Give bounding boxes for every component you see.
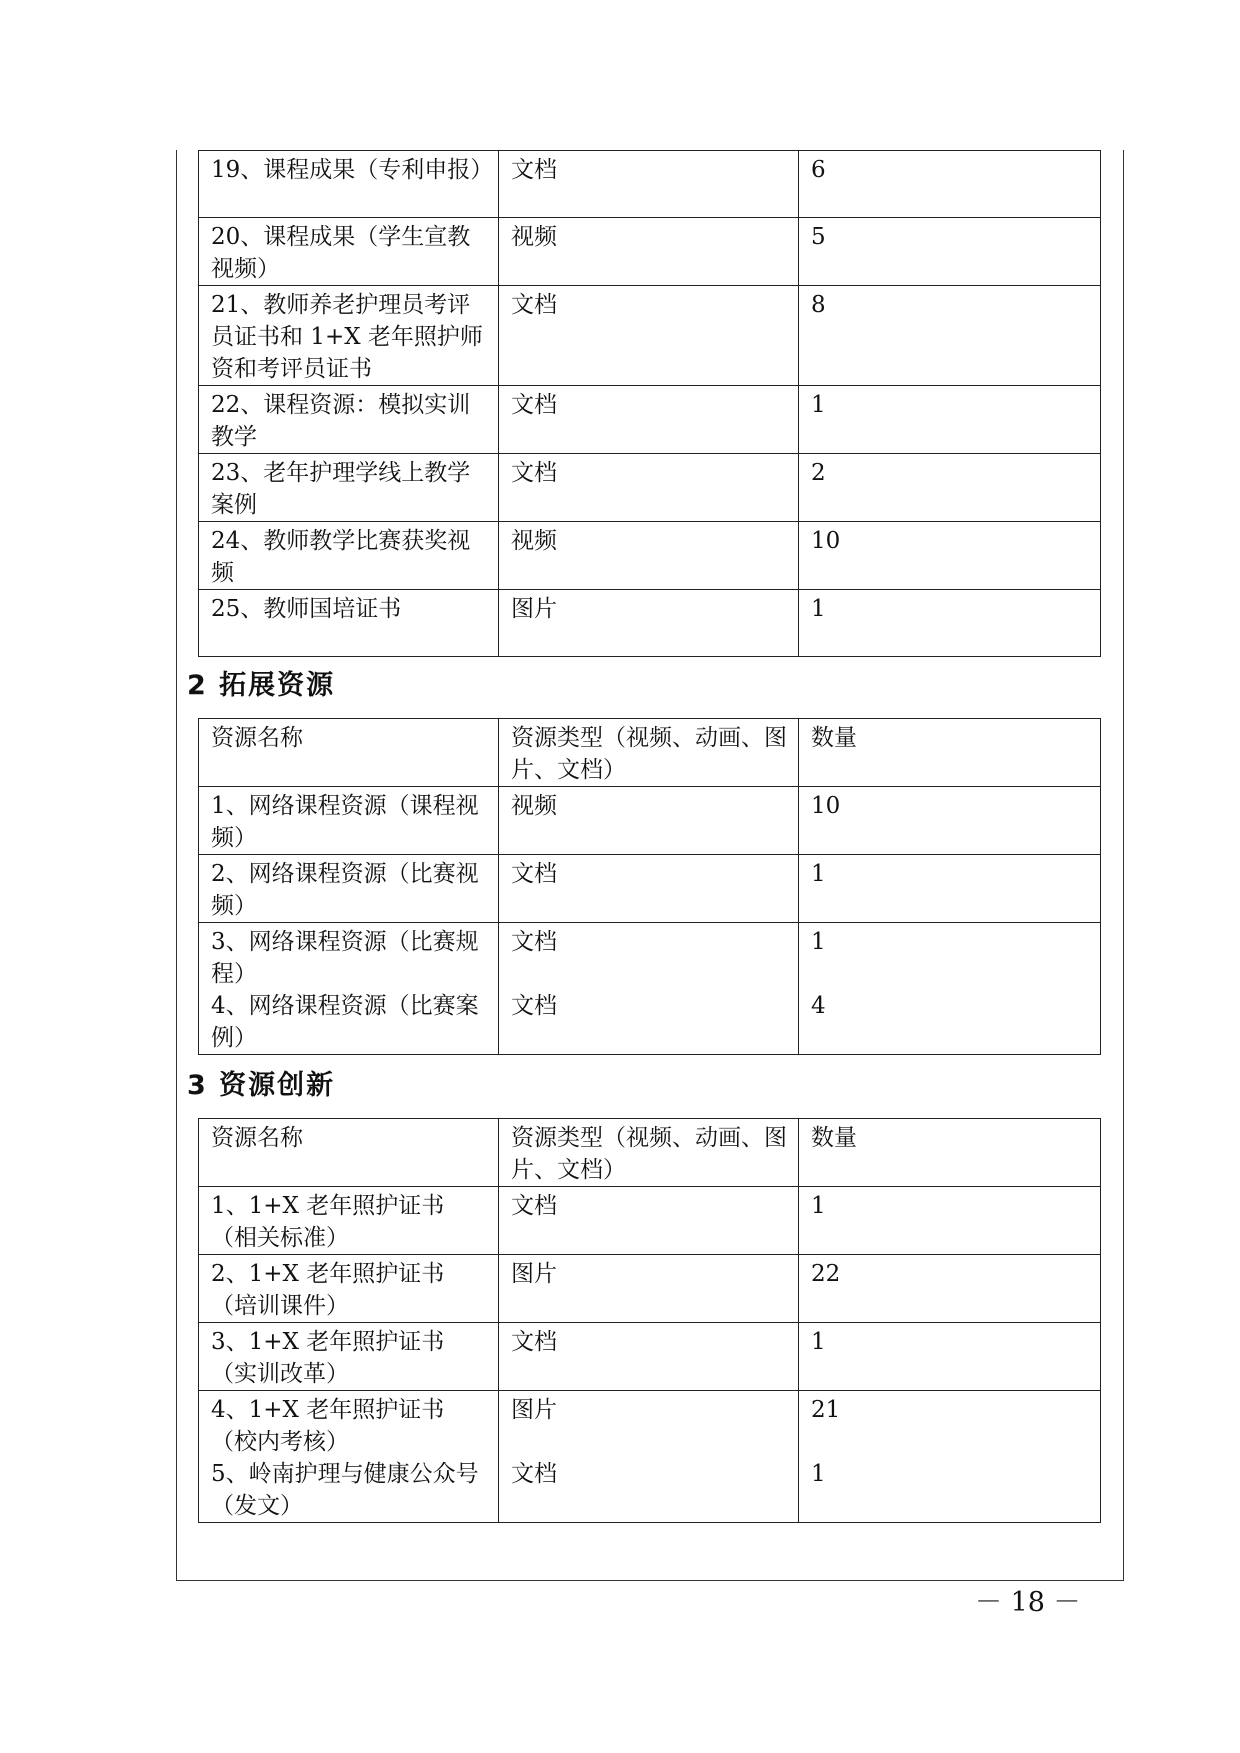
resource-name-cell: 2、网络课程资源（比赛视频）: [199, 855, 499, 923]
table-row: [199, 1391, 1101, 1523]
resource-qty-cell: 1: [799, 386, 1101, 454]
resource-qty-cell: 2: [799, 454, 1101, 522]
header-quantity: 数量: [799, 1119, 1101, 1187]
table-row: [199, 522, 1101, 590]
table-row: [199, 218, 1101, 286]
resource-name-cell: 20、课程成果（学生宣教视频）: [199, 218, 499, 286]
header-resource-name: 资源名称: [199, 719, 499, 787]
table-row: [199, 923, 1101, 1055]
table-header-row: [199, 719, 1101, 787]
resource-qty-cell: 10: [799, 787, 1101, 855]
page-number: － 18 －: [975, 1587, 1081, 1618]
resource-type-cell: [499, 1391, 799, 1523]
resource-name-cell: 1、1+X 老年照护证书（相关标准）: [199, 1187, 499, 1255]
table-header-row: [199, 1119, 1101, 1187]
resource-name-item: 3、网络课程资源（比赛规程）: [211, 929, 479, 987]
innovation-resource-table: [198, 1118, 1101, 1523]
resource-qty-cell: 10: [799, 522, 1101, 590]
resource-type-cell: 视频: [499, 522, 799, 590]
resource-name-cell: 22、课程资源：模拟实训教学: [199, 386, 499, 454]
resource-type-cell: 文档: [499, 386, 799, 454]
table-row: [199, 1187, 1101, 1255]
resource-qty-cell: 1: [799, 855, 1101, 923]
resource-name-cell: 25、教师国培证书: [199, 590, 499, 657]
resource-type-cell: 视频: [499, 218, 799, 286]
resource-type-cell: 文档: [499, 1323, 799, 1391]
resource-qty-cell: 1: [799, 590, 1101, 657]
resource-type-item: 图片: [511, 1397, 557, 1423]
resource-qty-item: 1: [811, 1461, 826, 1487]
resource-type-item: 文档: [511, 993, 557, 1019]
resource-name-cell: 23、老年护理学线上教学案例: [199, 454, 499, 522]
resource-type-item: 文档: [511, 929, 557, 955]
resource-type-cell: 视频: [499, 787, 799, 855]
resource-name-item: 5、岭南护理与健康公众号（发文）: [211, 1461, 479, 1519]
section-title-resource-innovation: 3 资源创新: [187, 1070, 336, 1101]
table-row: [199, 386, 1101, 454]
resource-name-cell: 21、教师养老护理员考评员证书和 1+X 老年照护师资和考评员证书: [199, 286, 499, 386]
resource-qty-cell: 1: [799, 1323, 1101, 1391]
resource-name-cell: 3、1+X 老年照护证书（实训改革）: [199, 1323, 499, 1391]
resource-name-item: 4、网络课程资源（比赛案例）: [211, 993, 479, 1051]
resource-name-cell: [199, 1391, 499, 1523]
resource-type-cell: 文档: [499, 454, 799, 522]
resource-name-cell: [199, 923, 499, 1055]
resource-qty-cell: 5: [799, 218, 1101, 286]
header-quantity: 数量: [799, 719, 1101, 787]
table-row: [199, 454, 1101, 522]
resource-qty-cell: 8: [799, 286, 1101, 386]
table-row: [199, 787, 1101, 855]
resource-type-cell: 图片: [499, 590, 799, 657]
resource-name-cell: 2、1+X 老年照护证书（培训课件）: [199, 1255, 499, 1323]
resource-type-cell: 文档: [499, 1187, 799, 1255]
resource-type-cell: 文档: [499, 286, 799, 386]
resource-name-cell: 1、网络课程资源（课程视频）: [199, 787, 499, 855]
table-row: [199, 1323, 1101, 1391]
extended-resource-table: [198, 718, 1101, 1055]
table-row: [199, 286, 1101, 386]
table-row: [199, 855, 1101, 923]
resource-qty-item: 1: [811, 929, 826, 955]
resource-qty-cell: 1: [799, 1187, 1101, 1255]
table-row: [199, 590, 1101, 657]
header-resource-type: 资源类型（视频、动画、图片、文档）: [499, 1119, 799, 1187]
resource-type-cell: 图片: [499, 1255, 799, 1323]
table-row: [199, 151, 1101, 218]
header-resource-type: 资源类型（视频、动画、图片、文档）: [499, 719, 799, 787]
header-resource-name: 资源名称: [199, 1119, 499, 1187]
resource-name-cell: 24、教师教学比赛获奖视频: [199, 522, 499, 590]
course-resource-table: [198, 150, 1101, 657]
resource-type-cell: 文档: [499, 855, 799, 923]
resource-qty-cell: [799, 1391, 1101, 1523]
resource-qty-cell: 22: [799, 1255, 1101, 1323]
resource-qty-item: 21: [811, 1397, 841, 1423]
resource-type-cell: 文档: [499, 151, 799, 218]
resource-qty-item: 4: [811, 993, 826, 1019]
table-row: [199, 1255, 1101, 1323]
resource-name-item: 4、1+X 老年照护证书（校内考核）: [211, 1397, 445, 1455]
resource-type-item: 文档: [511, 1461, 557, 1487]
section-title-extended-resources: 2 拓展资源: [187, 670, 336, 701]
resource-qty-cell: [799, 923, 1101, 1055]
resource-type-cell: [499, 923, 799, 1055]
resource-qty-cell: 6: [799, 151, 1101, 218]
resource-name-cell: 19、课程成果（专利申报）: [199, 151, 499, 218]
